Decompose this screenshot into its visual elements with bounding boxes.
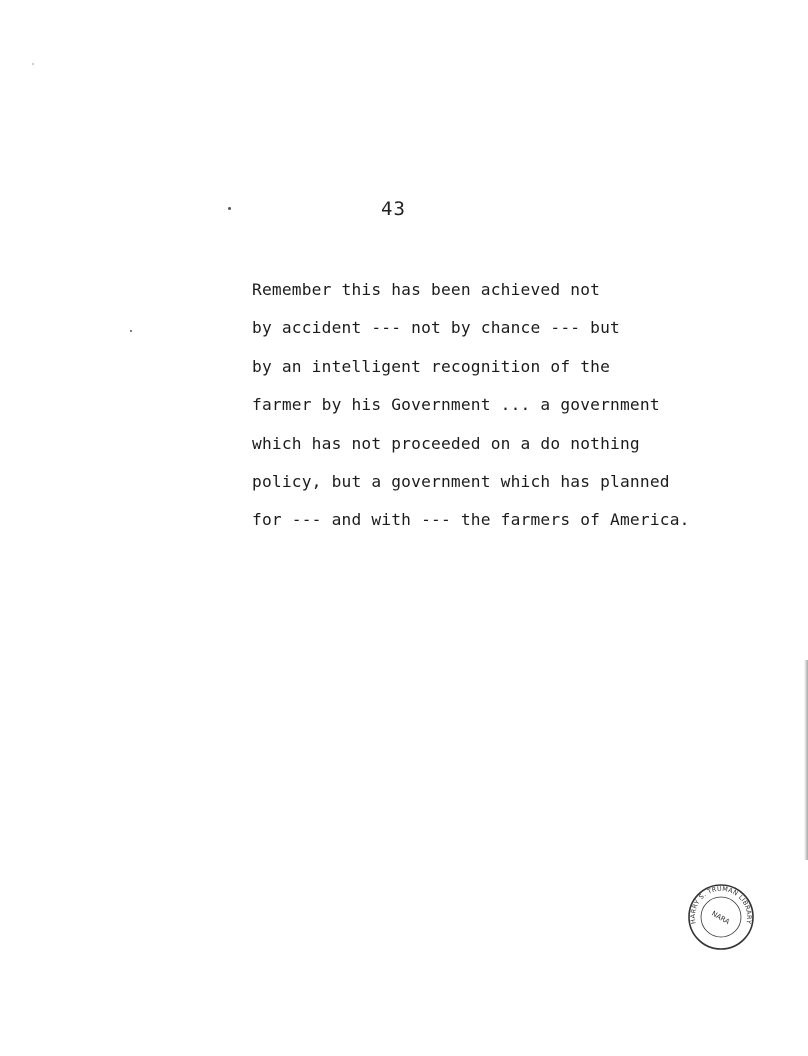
scan-speck (228, 207, 231, 210)
text-line: by an intelligent recognition of the (252, 356, 611, 376)
body-text (252, 271, 690, 540)
scan-speck (130, 330, 132, 332)
text-line: farmer by his Government ... a government (252, 395, 660, 415)
text-line: by accident --- not by chance --- but (252, 318, 620, 338)
text-line: policy, but a government which has planned (252, 472, 670, 492)
text-line: which has not proceeded on a do nothing (252, 433, 640, 453)
stamp-inner-text: NARA (710, 909, 731, 927)
library-stamp-icon (686, 882, 756, 952)
scan-speck (32, 63, 34, 65)
page-edge-shadow (804, 660, 808, 860)
text-line: Remember this has been achieved not (252, 280, 601, 299)
stamp-outer-text: HARRY S. TRUMAN LIBRARY (688, 884, 754, 925)
text-line: for --- and with --- the farmers of America. (252, 510, 690, 530)
page-number: 43 (381, 198, 406, 220)
